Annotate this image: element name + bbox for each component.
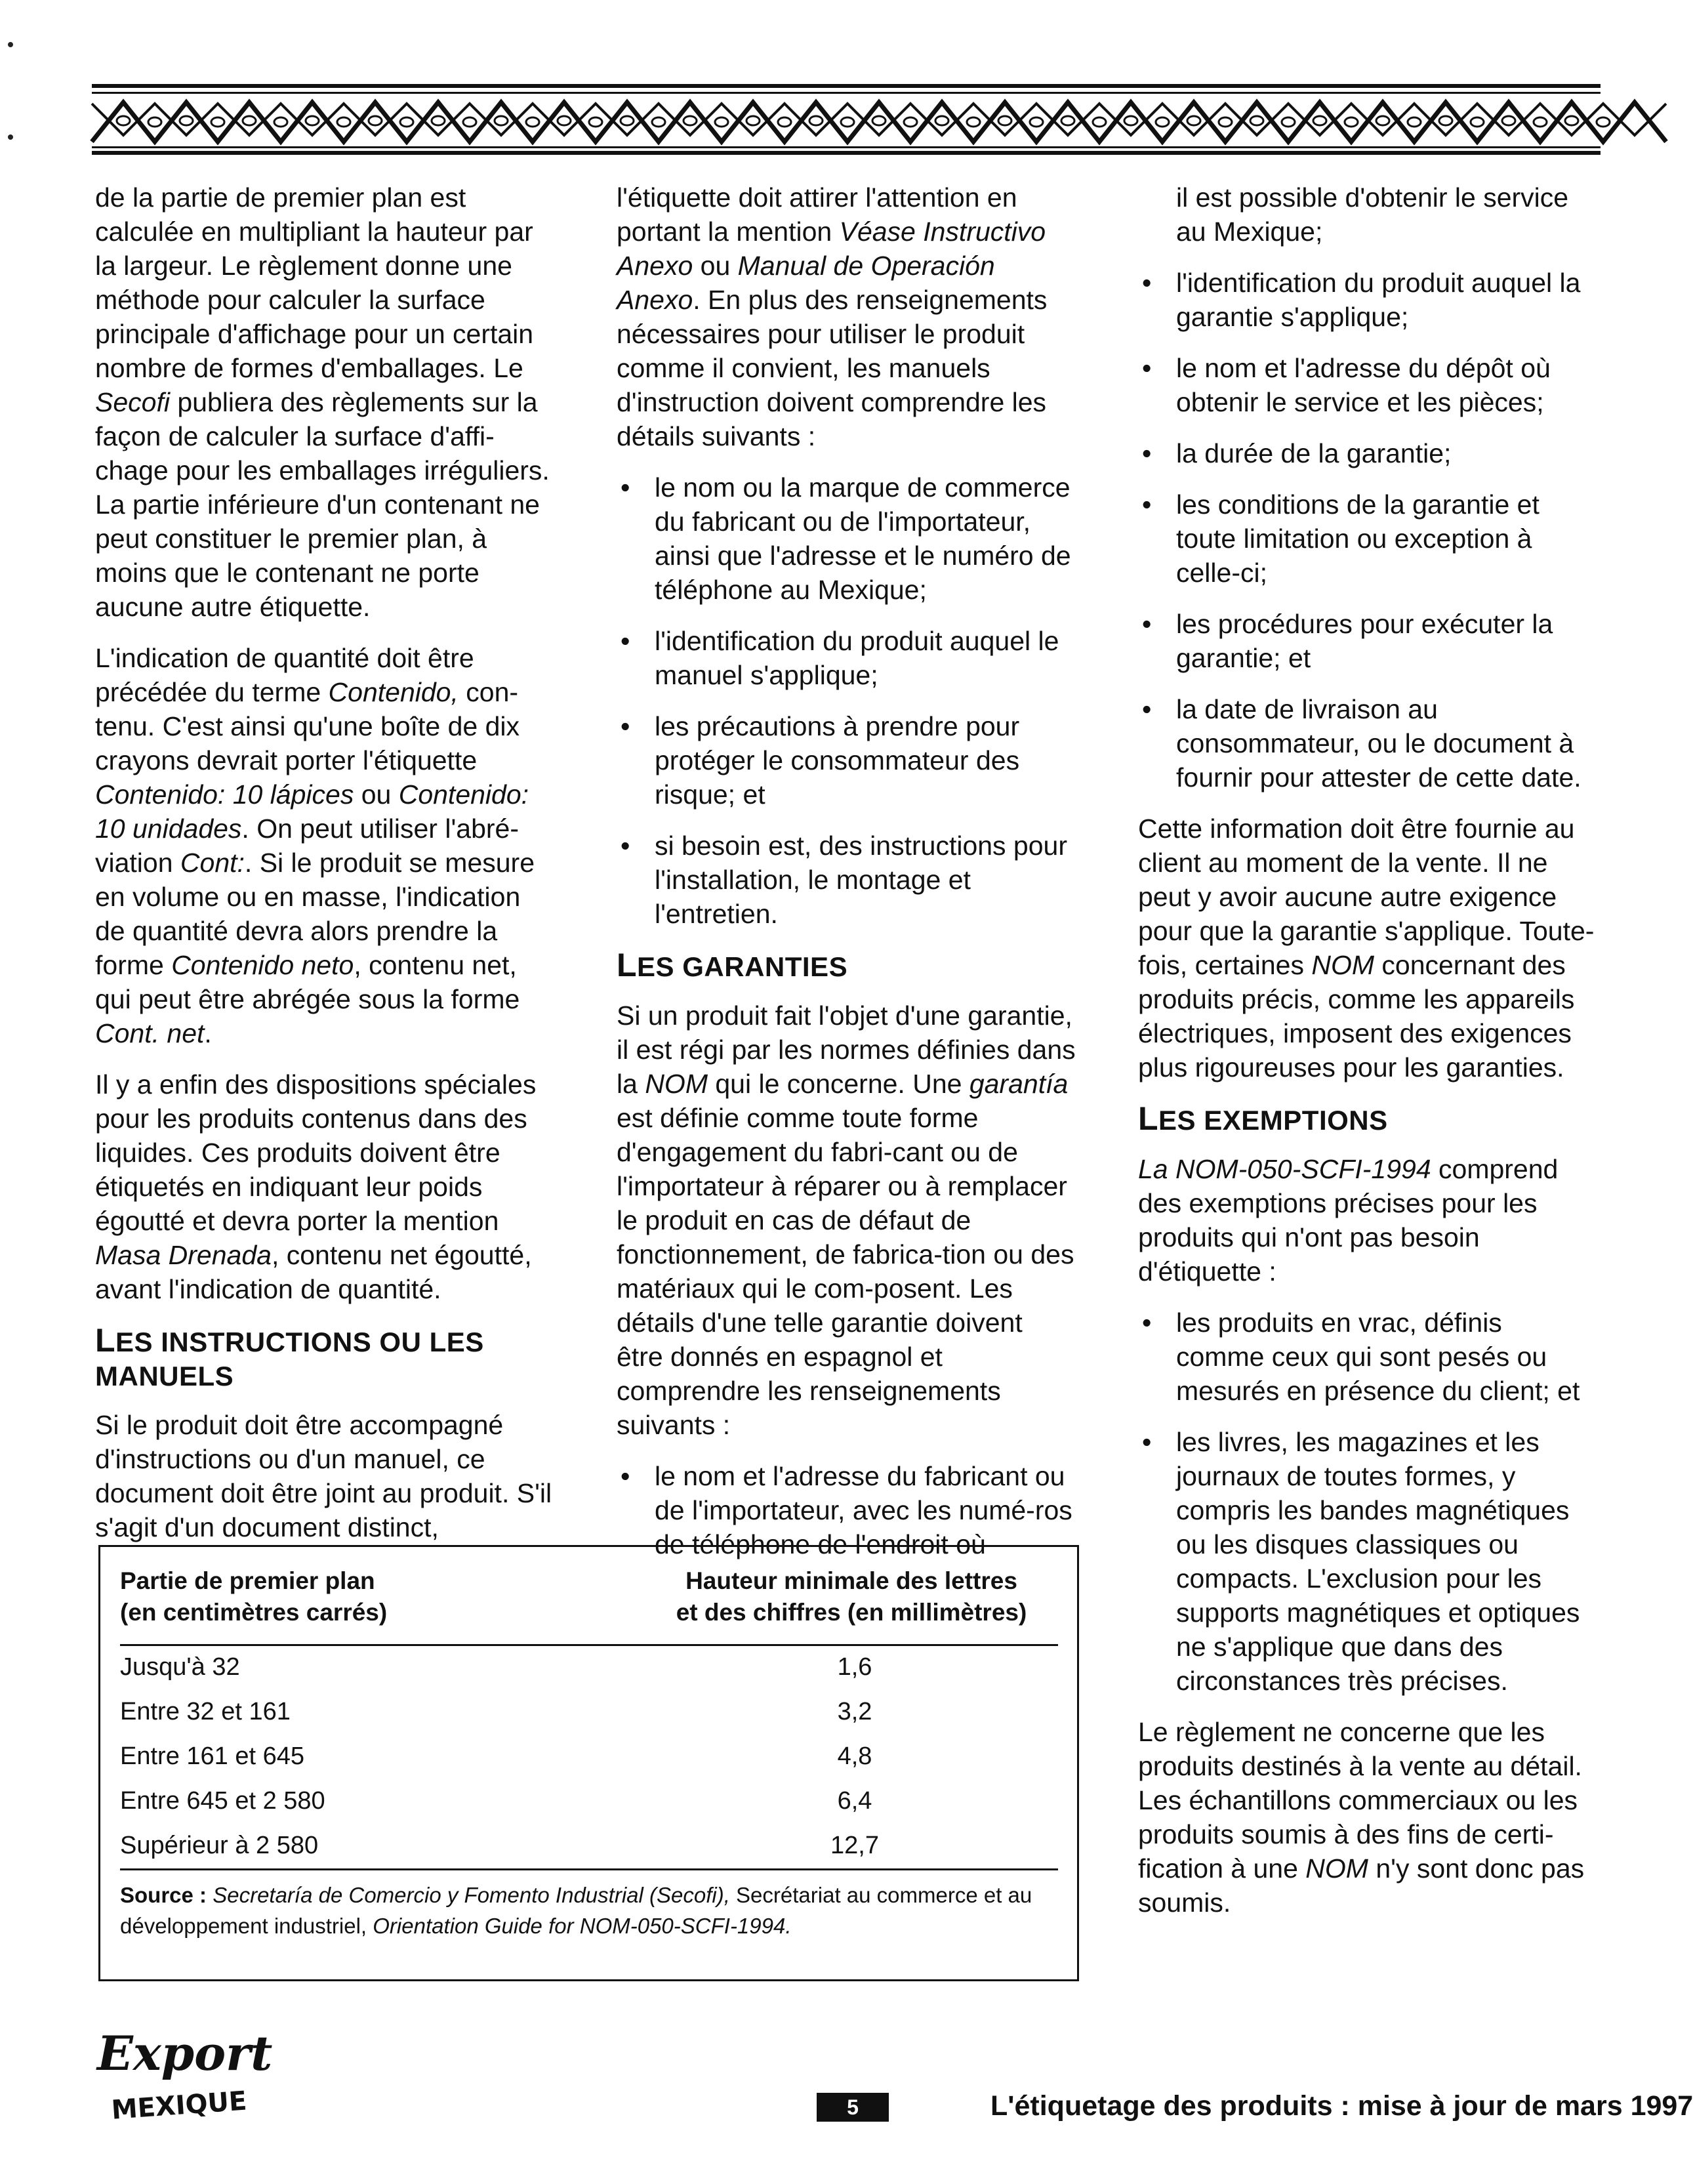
table-row: Entre 161 et 645 4,8 — [120, 1742, 872, 1770]
list-item: • l'identification du produit auquel la garantie s'applique; — [1138, 266, 1597, 334]
margin-dot — [8, 134, 13, 140]
paragraph: il est possible d'obtenir le service au Mexique; — [1176, 182, 1569, 247]
column-header-height: Hauteur minimale des lettres et des chiffres (en millimètres) — [676, 1567, 1027, 1626]
list-item: • les procédures pour exécuter la garantie; et — [1138, 607, 1597, 675]
table-row: Entre 32 et 161 3,2 — [120, 1698, 872, 1725]
paragraph: l'étiquette doit attirer l'attention en portant la mention Véase Instructivo Anexo ou Manual de Operación Anexo. En plus des renseignements nécessaires pour utiliser le produit comme il convient, les manuels d'instruction doivent comprendre les détails suivants : — [617, 182, 1048, 451]
paragraph: Si le produit doit être accompagné d'instructions ou d'un manuel, ce document doit être joint au produit. S'il s'agit d'un document distinct, — [95, 1410, 552, 1542]
paragraph: L'indication de quantité doit être précédée du terme Contenido, con-tenu. C'est ainsi qu'une boîte de dix crayons devrait porter l'étiquette Contenido: 10 lápices ou Contenido: 10 unidades. On peut utiliser l'abré-viation Cont:. Si le produit se mesure en volume ou en masse, l'indication de quantité devra alors prendre la forme Contenido neto, contenu net, qui peut être abrégée sous la forme Cont. net. — [95, 643, 535, 1048]
paragraph: Le règlement ne concerne que les produits destinés à la vente au détail. Les échantillons commerciaux ou les produits soumis à des fins de certi-fication à une NOM n'y sont donc pas soumis. — [1138, 1717, 1585, 1918]
section-heading-guarantees: LES GARANTIES — [617, 947, 848, 983]
footer-title: L'étiquetage des produits : mise à jour de mars 1997 — [990, 2090, 1693, 2122]
list-item: • les livres, les magazines et les journaux de toutes formes, y compris les bandes magnétiques ou les disques classiques ou compacts. L'exclusion pour les supports magnétiques et optiques ne s'applique que dans des circonstances très précises. — [1138, 1425, 1597, 1698]
bullet-list — [1138, 1306, 1597, 1698]
paragraph: La NOM-050-SCFI-1994 comprend des exemptions précises pour les produits qui n'ont pas besoin d'étiquette : — [1138, 1154, 1559, 1287]
paragraph: Cette information doit être fournie au client au moment de la vente. Il ne peut y avoir aucune autre exigence pour que la garantie s'applique. Toute-fois, certaines NOM concernant des produits précis, comme les appareils électriques, imposent des exigences plus rigoureuses pour les garanties. — [1138, 814, 1595, 1082]
list-item: • les produits en vrac, définis comme ceux qui sont pesés ou mesurés en présence du client; et — [1138, 1306, 1597, 1408]
page-number: 5 — [817, 2093, 889, 2122]
bullet-list — [617, 470, 1076, 931]
export-mexique-logo — [92, 2017, 273, 2129]
column-2 — [617, 180, 1076, 1578]
paragraph: de la partie de premier plan est calculée en multipliant la hauteur par la largeur. Le règlement donne une méthode pour calculer la surface principale d'affichage pour un certain nombre de formes d'emballages. Le Secofi publiera des règlements sur la façon de calculer la surface d'affi-chage pour les emballages irréguliers. La partie inférieure d'un contenant ne peut constituer le premier plan, à moins que le contenant ne porte aucune autre étiquette. — [95, 182, 550, 622]
list-item: • le nom ou la marque de commerce du fabricant ou de l'importateur, ainsi que l'adresse et le numéro de téléphone au Mexique; — [617, 470, 1076, 607]
column-1 — [95, 180, 554, 1561]
letter-height-table — [98, 1545, 1079, 1981]
margin-dot — [8, 42, 13, 47]
list-item: • le nom et l'adresse du dépôt où obtenir le service et les pièces; — [1138, 351, 1597, 419]
section-heading-instructions: LES INSTRUCTIONS OU LES MANUELS — [95, 1322, 484, 1391]
logo-text-mexique: MEXIQUE — [110, 2086, 248, 2126]
list-item: • les précautions à prendre pour protéger le consommateur des risque; et — [617, 709, 1076, 812]
table-source-note: Source : Secretaría de Comercio y Fomento Industrial (Secofi), Secrétariat au commerce et au développement industriel, Orientation Guide for NOM-050-SCFI-1994. — [120, 1868, 1058, 1941]
list-item: • l'identification du produit auquel le manuel s'applique; — [617, 624, 1076, 692]
list-item: • les conditions de la garantie et toute limitation ou exception à celle-ci; — [1138, 487, 1597, 590]
section-heading-exemptions: LES EXEMPTIONS — [1138, 1100, 1388, 1137]
list-item: • le nom et l'adresse du fabricant ou de l'importateur, avec les numé-ros de téléphone de l'endroit où — [617, 1459, 1076, 1561]
paragraph: Il y a enfin des dispositions spéciales pour les produits contenus dans des liquides. Ces produits doivent être étiquetés en indiquant leur poids égoutté et devra porter la mention Masa Drenada, contenu net égoutté, avant l'indication de quantité. — [95, 1069, 537, 1304]
table-row: Supérieur à 2 580 12,7 — [120, 1832, 879, 1859]
table-header — [120, 1565, 1058, 1646]
list-item: • la durée de la garantie; — [1138, 436, 1597, 470]
list-item: • la date de livraison au consommateur, ou le document à fournir pour attester de cette date. — [1138, 692, 1597, 794]
table-row: Entre 645 et 2 580 6,4 — [120, 1787, 872, 1815]
list-item: • si besoin est, des instructions pour l'installation, le montage et l'entretien. — [617, 829, 1076, 931]
logo-text-export: Export — [97, 2025, 273, 2081]
bullet-list — [1138, 266, 1597, 794]
decorative-header-band — [92, 84, 1601, 156]
column-header-area: Partie de premier plan (en centimètres carrés) — [120, 1567, 388, 1626]
paragraph: Si un produit fait l'objet d'une garantie, il est régi par les normes définies dans la NOM qui le concerne. Une garantía est définie comme toute forme d'engagement du fabri-cant ou de l'importateur à réparer ou à remplacer le produit en cas de défaut de fonctionnement, de fabrica-tion ou des matériaux qui le com-posent. Les détails d'une telle garantie doivent être donnés en espagnol et comprendre les renseignements suivants : — [617, 1000, 1076, 1440]
table-row: Jusqu'à 32 1,6 — [120, 1653, 872, 1681]
column-3 — [1138, 180, 1597, 1937]
